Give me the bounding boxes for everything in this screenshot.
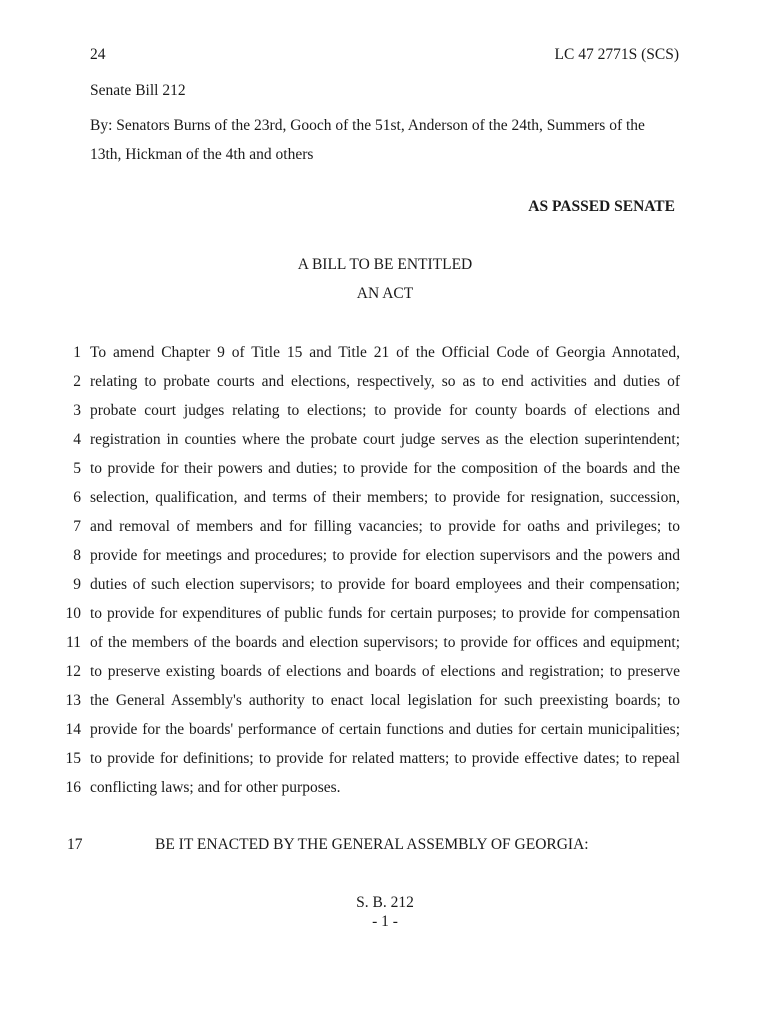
body-line (50, 546, 680, 575)
body-line (50, 604, 680, 633)
footer-page-number: - 1 - (372, 913, 398, 930)
line-text: to provide for definitions; to provide for related matters; to provide effective dates; to repeal (90, 750, 680, 767)
line-number: 11 (66, 634, 81, 651)
body-line (50, 372, 680, 401)
line-text: of the members of the boards and election supervisors; to provide for offices and equipment; (90, 634, 680, 651)
line-text: provide for meetings and procedures; to provide for election supervisors and the powers and (90, 547, 680, 564)
body-line (50, 401, 680, 430)
header-page-number: 24 (90, 46, 106, 63)
line-text: to provide for expenditures of public funds for certain purposes; to provide for compensation (90, 605, 680, 622)
enacting-clause: BE IT ENACTED BY THE GENERAL ASSEMBLY OF GEORGIA: (155, 836, 589, 853)
body-line (50, 343, 680, 372)
body-line (50, 633, 680, 662)
header-doc-code: LC 47 2771S (SCS) (554, 46, 679, 63)
line-text: to provide for their powers and duties; to provide for the composition of the boards and the (90, 460, 680, 477)
line-text: the General Assembly's authority to enact local legislation for such preexisting boards; to (90, 692, 680, 709)
line-text: conflicting laws; and for other purposes. (90, 779, 341, 796)
line-number: 7 (73, 518, 81, 535)
body-line (50, 517, 680, 546)
line-text: to preserve existing boards of elections and boards of elections and registration; to preserve (90, 663, 680, 680)
body-line (50, 488, 680, 517)
line-text: registration in counties where the probate court judge serves as the election superintendent; (90, 431, 680, 448)
body-line (50, 749, 680, 778)
line-text: To amend Chapter 9 of Title 15 and Title 21 of the Official Code of Georgia Annotated, (90, 344, 680, 361)
bill-sponsors: By: Senators Burns of the 23rd, Gooch of the 51st, Anderson of the 24th, Summers of the 13th, Hickman of the 4th and others (90, 117, 645, 163)
bill-title-line2: AN ACT (356, 285, 414, 302)
line-number: 9 (73, 576, 81, 593)
body-line (50, 459, 680, 488)
line-text: and removal of members and for filling vacancies; to provide for oaths and privileges; to (90, 518, 680, 535)
body-line (50, 430, 680, 459)
line-number: 15 (65, 750, 81, 767)
bill-body (50, 343, 680, 807)
line-number: 12 (65, 663, 81, 680)
line-number: 8 (73, 547, 81, 564)
footer-bill-ref: S. B. 212 (356, 894, 414, 911)
line-text: duties of such election supervisors; to provide for board employees and their compensation; (90, 576, 680, 593)
body-line (50, 778, 680, 807)
enacting-line-number: 17 (67, 836, 83, 853)
bill-title-line1: A BILL TO BE ENTITLED (297, 256, 473, 273)
bill-number: Senate Bill 212 (90, 82, 186, 99)
line-text: relating to probate courts and elections, respectively, so as to end activities and duties of (90, 373, 680, 390)
line-number: 10 (65, 605, 81, 622)
line-number: 5 (73, 460, 81, 477)
line-text: provide for the boards' performance of certain functions and duties for certain municipalities; (90, 721, 680, 738)
line-number: 13 (65, 692, 81, 709)
line-text: selection, qualification, and terms of their members; to provide for resignation, succession, (90, 489, 680, 506)
body-line (50, 662, 680, 691)
body-line (50, 691, 680, 720)
line-number: 14 (65, 721, 81, 738)
line-text: probate court judges relating to elections; to provide for county boards of elections and (90, 402, 680, 419)
line-number: 4 (73, 431, 81, 448)
line-number: 2 (73, 373, 81, 390)
line-number: 6 (73, 489, 81, 506)
line-number: 3 (73, 402, 81, 419)
line-number: 16 (65, 779, 81, 796)
bill-status: AS PASSED SENATE (528, 198, 675, 215)
body-line (50, 720, 680, 749)
line-number: 1 (73, 344, 81, 361)
body-line (50, 575, 680, 604)
